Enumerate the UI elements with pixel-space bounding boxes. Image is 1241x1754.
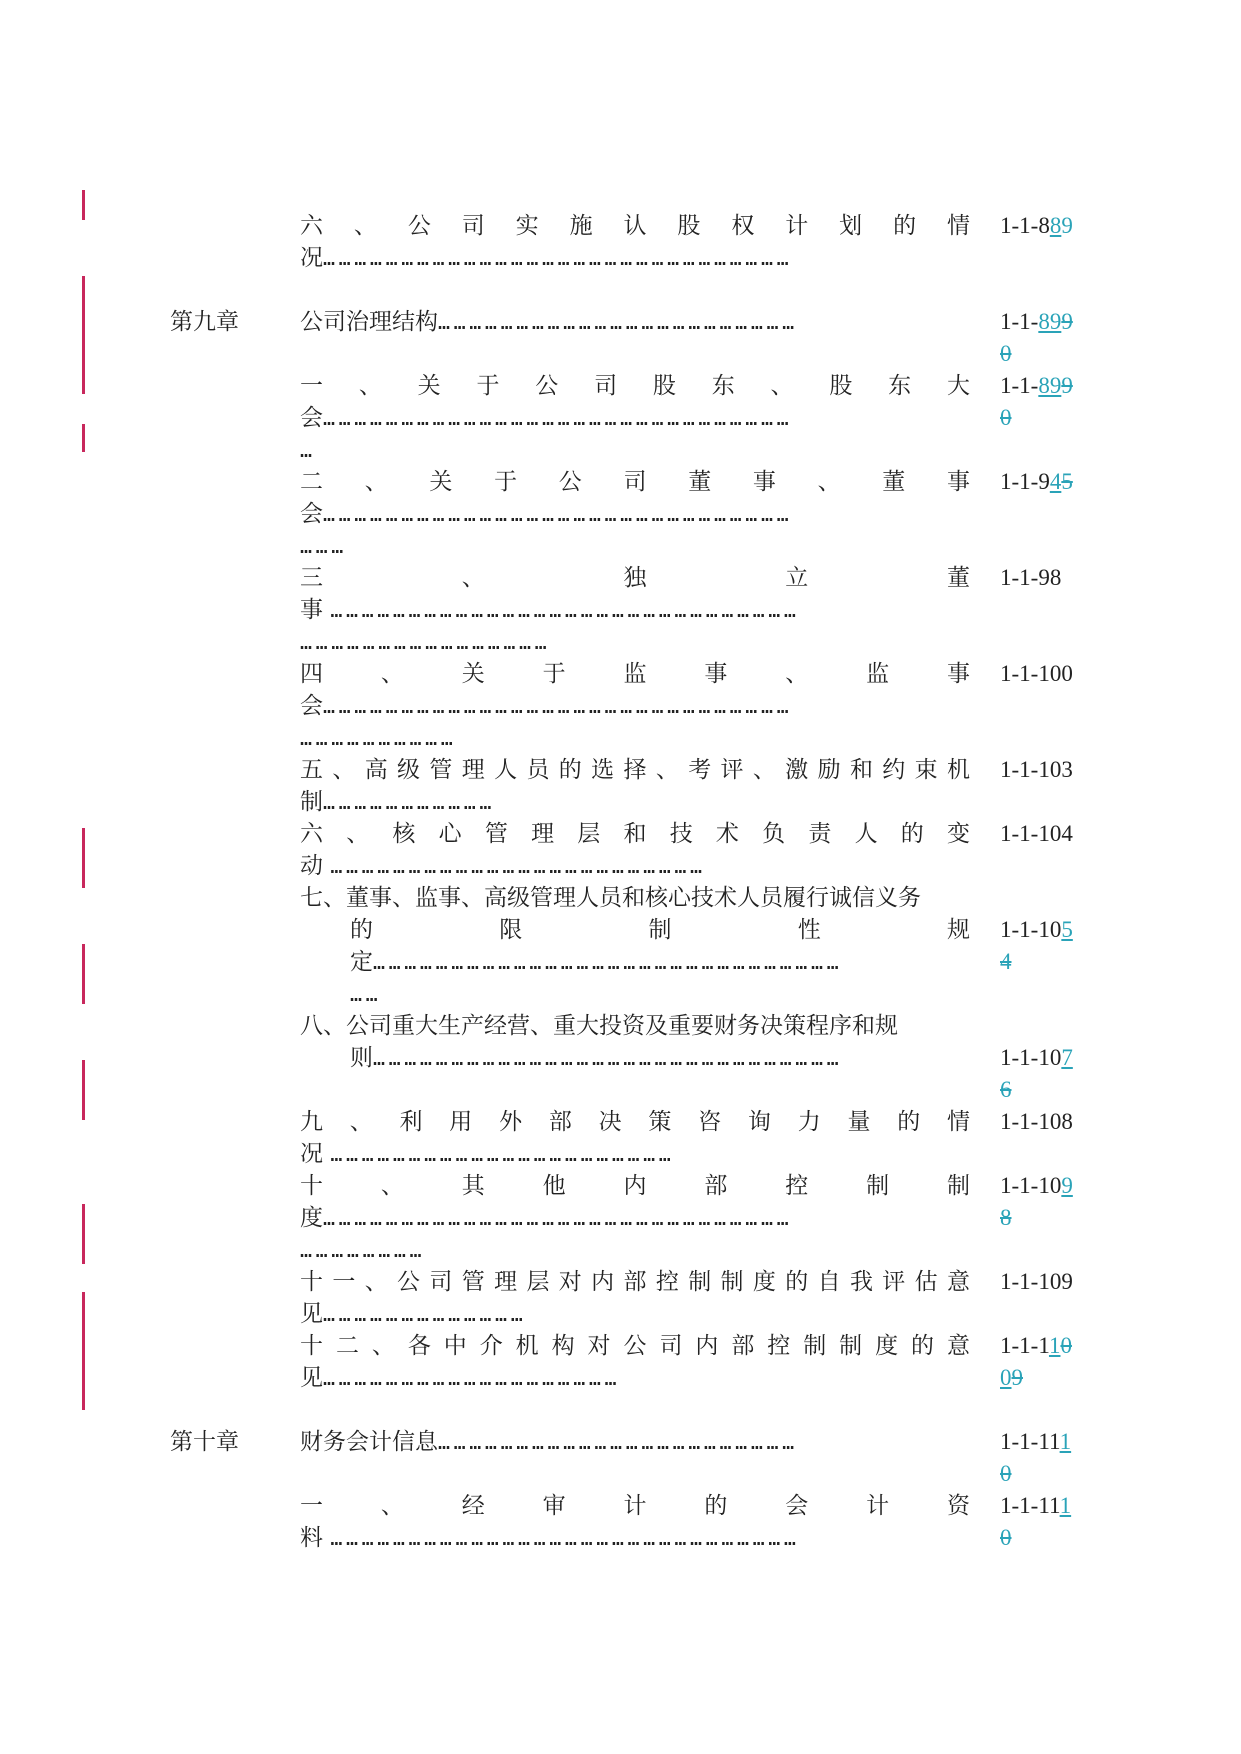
toc-entry[interactable] [300,754,970,818]
toc-text: 况 [300,1141,323,1167]
inserted-text: 4 [1049,469,1062,494]
chapter-title: 第九章 [170,309,239,335]
toc-text: 九、利用外部决策咨询力量的情 [300,1109,970,1135]
inserted-text: 9 [1061,1173,1073,1198]
leader-dots: ………………………………………………… [323,1366,621,1390]
toc-text: 财务会计信息 [300,1429,438,1455]
page-number [1000,210,1073,242]
toc-text: 十、其他内部控制制 [300,1173,970,1199]
toc-text-line [300,594,980,626]
leader-dots: ………………………………… [323,1302,527,1326]
change-bar [82,424,85,452]
page-number [1000,1330,1072,1394]
deleted-text: 0 [1000,1525,1012,1550]
toc-text: 十一、公司管理层对内部控制制度的自我评估意 [300,1269,970,1295]
chapter-title: 第十章 [170,1429,239,1455]
toc-text: 一、关于公司股东、股东大 [300,373,970,399]
toc-entry[interactable] [300,818,970,882]
leader-dots: ……………………………………………………………………………… [373,950,843,974]
toc-entry[interactable] [300,466,970,562]
page-number-text: 1-1-10 [1000,1173,1062,1198]
change-bar [82,828,85,888]
toc-text: 公司治理结构 [300,309,438,335]
page-number-text: 1-1-1 [1000,1333,1049,1358]
toc-text: 五、高级管理人员的选择、考评、激励和约束机 [300,757,970,783]
toc-entry[interactable] [300,1010,970,1042]
inserted-text: 89 [1038,373,1062,398]
inserted-text: 8 [1049,213,1062,238]
leader-dots: ……………………………………………………………………………… [330,1526,800,1550]
page-number-text: 1-1-10 [1000,1045,1062,1070]
page-number [1000,306,1073,370]
toc-text: 四、关于监事、监事 [300,661,970,687]
toc-text-line [300,786,970,818]
deleted-text: 5 [1061,469,1073,494]
toc-text-line [300,306,970,338]
toc-entry[interactable] [300,306,970,338]
toc-text: 度 [300,1205,323,1231]
toc-entry[interactable] [300,1170,970,1266]
toc-entry[interactable] [300,1106,970,1170]
toc-text-line [300,1298,970,1330]
toc-text: 六、公司实施认股权计划的情 [300,213,970,239]
toc-text: 定 [350,949,373,975]
toc-text: 会 [300,693,323,719]
inserted-text: 7 [1061,1045,1073,1070]
page-number: 1-1-100 [1000,661,1073,686]
toc-text: 事 [300,597,323,623]
toc-text-line [300,1426,970,1458]
toc-text: 料 [300,1525,323,1551]
leader-dots: ………………………………………………………… [330,1142,675,1166]
leader-dots: …………………………………………………………… [438,310,798,334]
leader-dots: ……………………………………………………………………………… [323,406,793,430]
toc-text: 八、公司重大生产经营、重大投资及重要财务决策程序和规 [300,1013,898,1039]
toc-text-line [300,1202,970,1234]
inserted-text: 0 [1000,1365,1012,1390]
leader-dots: ……………………………………………………………… [330,854,706,878]
toc-text-line [300,498,970,530]
toc-entry[interactable] [300,1330,970,1394]
toc-entry-continuation [350,914,970,1010]
toc-text-line [300,850,970,882]
toc-entry[interactable] [300,210,970,274]
deleted-text: 9 [1061,373,1073,398]
page-number: 1-1-109 [1000,1269,1073,1294]
toc-entry[interactable] [300,370,970,466]
toc-text-line [300,402,970,434]
toc-text: 见 [300,1365,323,1391]
leader-dots: ……… [300,534,347,558]
inserted-text: 1 [1048,1333,1061,1358]
toc-text: 则 [350,1045,373,1071]
change-bar [82,276,85,394]
leader-dots: … [300,438,316,462]
page-number-text: 1-1- [1000,309,1039,334]
inserted-text: 1 [1059,1429,1072,1454]
leader-dots: ……………………………………………………………………………… [373,1046,843,1070]
leader-dots: ……………………………………………………………………………… [323,694,793,718]
toc-text: 六、核心管理层和技术负责人的变 [300,821,970,847]
page-number [1000,1426,1071,1490]
toc-entry[interactable] [300,1266,970,1330]
toc-text: 制 [300,789,323,815]
deleted-text: 0 [1000,405,1012,430]
toc-text: 二、关于公司董事、董事 [300,469,970,495]
leader-dots: …………………… [300,1238,426,1262]
page-number-text: 1-1-10 [1000,917,1062,942]
page-number [1000,466,1073,498]
leader-dots: ……………………………………………………………………………… [323,1206,793,1230]
page-number-text: 9 [1061,213,1073,238]
toc-text: 况 [300,245,323,271]
toc-text: 会 [300,501,323,527]
toc-text: 的限制性规 [350,917,970,943]
toc-entry[interactable] [300,562,980,658]
leader-dots: ………………………………………… [300,630,551,654]
toc-entry[interactable] [300,1490,980,1554]
page-number [1000,370,1073,434]
deleted-text: 0 [1000,1461,1012,1486]
deleted-text: 4 [1000,949,1012,974]
toc-text-line [300,1362,970,1394]
change-bar [82,944,85,1004]
leader-dots: ……………………………………………………………………………… [323,502,793,526]
leader-dots: ……………………………………………………………………………… [323,246,793,270]
toc-text: 三、独立董 [300,565,970,591]
toc-entry-continuation [350,1042,970,1074]
leader-dots: ……………………………………………………………………………… [330,598,800,622]
page-number: 1-1-108 [1000,1109,1073,1134]
page-number: 1-1-104 [1000,821,1073,846]
toc-entry[interactable] [300,882,970,914]
inserted-text: 5 [1061,917,1073,942]
leader-dots: ………………………… [300,726,457,750]
page-number: 1-1-98 [1000,565,1062,590]
toc-text-line [300,242,970,274]
deleted-text: 0 [1060,1333,1072,1358]
page-number [1000,1042,1073,1106]
toc-text-line [350,946,970,978]
page-number [1000,914,1073,978]
deleted-text: 0 [1000,341,1012,366]
change-bar [82,1060,85,1120]
page-number-text: 1-1-11 [1000,1493,1060,1518]
page-number-text: 1-1-11 [1000,1429,1060,1454]
toc-text-line [350,1042,970,1074]
toc-text: 一、经审计的会计资 [300,1493,970,1519]
toc-text: 十二、各中介机构对公司内部控制制度的意 [300,1333,970,1359]
leader-dots: …………………………………………………………… [438,1430,798,1454]
toc-text-line [300,690,970,722]
page-number: 1-1-103 [1000,757,1073,782]
leader-dots: …… [350,982,382,1006]
page-number-text: 1-1- [1000,373,1039,398]
inserted-text: 89 [1038,309,1062,334]
deleted-text: 9 [1061,309,1073,334]
page-number [1000,1490,1071,1554]
change-bar [82,190,85,220]
leader-dots: …………………………… [323,790,496,814]
deleted-text: 8 [1000,1205,1012,1230]
toc-entry[interactable] [300,1426,970,1458]
deleted-text: 6 [1000,1077,1012,1102]
toc-text: 动 [300,853,323,879]
toc-text-line [300,1522,980,1554]
page-number-text: 1-1-8 [1000,213,1050,238]
inserted-text: 1 [1059,1493,1072,1518]
change-bar [82,1204,85,1264]
toc-text: 七、董事、监事、高级管理人员和核心技术人员履行诚信义务 [300,885,921,911]
toc-text-line [300,1138,970,1170]
toc-text: 会 [300,405,323,431]
change-bar [82,1292,85,1410]
toc-entry[interactable] [300,658,970,754]
toc-text: 见 [300,1301,323,1327]
page-number [1000,1170,1073,1234]
page-number-text: 1-1-9 [1000,469,1050,494]
deleted-text: 9 [1011,1365,1023,1390]
